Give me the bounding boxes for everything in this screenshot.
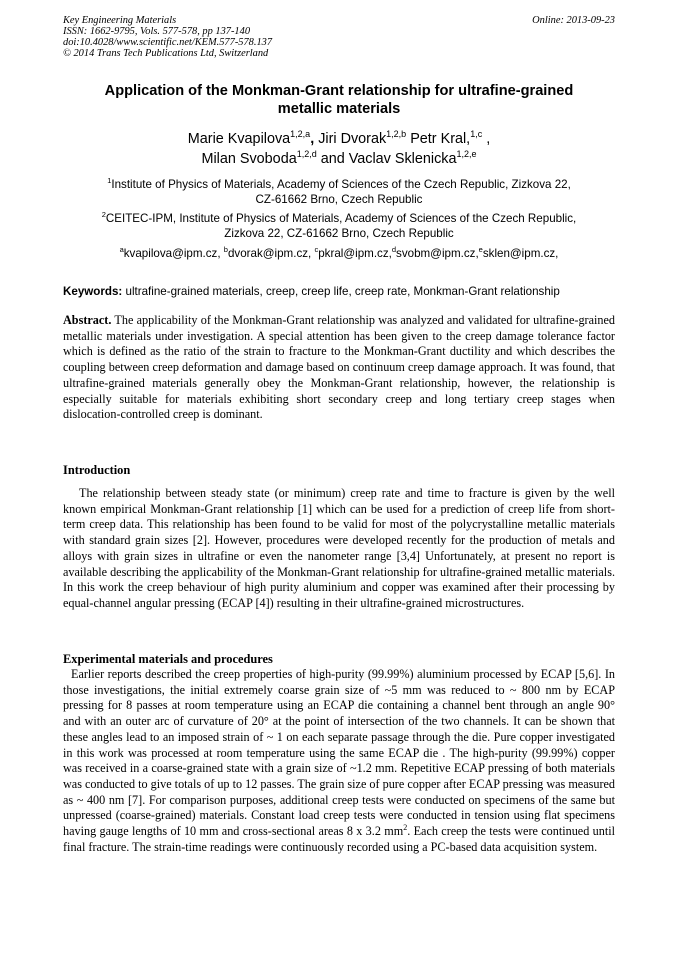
issn-line: ISSN: 1662-9795, Vols. 577-578, pp 137-140 xyxy=(63,26,251,37)
affiliation-text: Zizkova 22, CZ-61662 Brno, Czech Republic xyxy=(224,227,454,240)
introduction-paragraph: The relationship between steady state (or minimum) creep rate and time to fracture is given by the well known empirical Monkman-Grant relationship [1] which can be used for a prediction of creep life from short-term creep data. This relationship has been found to be valid for most of the polycrystalline metallic materials with standard grain sizes [2]. However, procedures were developed recently for the production of metals and alloys with grain sizes in ultrafine or even the nanometer range [3,4] Unfortunately, at present no report is available describing the applicability of the Monkman-Grant relationship for ultrafine-grained metallic materials. In this work the creep behaviour of high purity aluminium and copper was examined after their processing by equal-channel angular pressing (ECAP [4]) resulting in their ultrafine-grained microstructures. xyxy=(63,486,615,610)
affiliation-number: 2 xyxy=(101,210,106,219)
affiliation-text: CEITEC-IPM, Institute of Physics of Materials, Academy of Sciences of the Czech Republic, xyxy=(105,212,577,225)
author-name: Milan Svoboda xyxy=(201,151,297,167)
abstract-label: Abstract. xyxy=(63,313,112,327)
title-line-1: Application of the Monkman-Grant relationship for ultrafine-grained xyxy=(104,83,574,99)
author-separator: , xyxy=(310,131,319,147)
abstract xyxy=(63,313,615,423)
email-address[interactable]: kvapilova@ipm.cz, xyxy=(123,247,224,260)
email-address[interactable]: pkral@ipm.cz, xyxy=(318,247,392,260)
affiliation-2 xyxy=(63,211,615,241)
copyright-line: © 2014 Trans Tech Publications Ltd, Switzerland xyxy=(63,48,269,59)
author-separator: and xyxy=(316,151,349,167)
affiliation-text: CZ-61662 Brno, Czech Republic xyxy=(255,193,423,206)
email-address[interactable]: dvorak@ipm.cz, xyxy=(227,247,315,260)
author-line-2 xyxy=(63,149,615,169)
author-list xyxy=(63,129,615,169)
email-sup: a xyxy=(119,245,124,254)
experimental-text-after: . Each creep the tests were continued until final fracture. The strain-time readings were continuously recorded using a PC-based data acquisition system. xyxy=(63,824,615,854)
title-line-2: metallic materials xyxy=(277,101,401,117)
author-separator: , xyxy=(482,131,491,147)
email-list xyxy=(63,246,615,261)
affiliation-number: 1 xyxy=(107,176,112,185)
abstract-text: The applicability of the Monkman-Grant relationship was analyzed and validated for ultrafine-grained metallic materials under investigation. A special attention has been given to the creep damage tolerance factor which is defined as the ratio of the strain to fracture to the Monkman-Grant ductility and which describes the coupling between creep deformation and damage based on continuum creep damage approach. It was found, that ultrafine-grained materials generally obey the Monkman-Grant relationship, however, the relationship is especially suitable for materials exhibiting short secondary creep and long tertiary creep stages when dislocation-controlled creep is dominant. xyxy=(63,313,615,422)
affiliation-text: Institute of Physics of Materials, Academy of Sciences of the Czech Republic, Zizkova 22, xyxy=(111,178,571,191)
journal-name: Key Engineering Materials xyxy=(63,15,177,26)
paper-title xyxy=(63,82,615,118)
email-sup: d xyxy=(391,245,397,254)
email-sup: b xyxy=(223,245,228,254)
keywords-label: Keywords: xyxy=(63,285,123,298)
author-line-1 xyxy=(63,129,615,149)
experimental-text: Earlier reports described the creep properties of high-purity (99.99%) aluminium processed by ECAP [5,6]. In those investigations, the initial extremely coarse grain size of ~5 mm was reduced to ~ 800 nm by ECAP pressing for 8 passes at room temperature using an ECAP die containing a channel bent through an angle 90° and with an outer arc of curvature of 20° at the point of intersection of the two channels. It can be shown that these angles lead to an imposed strain of ~ 1 on each separate passage through the die. Pure copper investigated in this work was processed at room temperature using the same ECAP die . The high-purity (99.99%) copper was received in a coarse-grained state with a grain size of ~1.2 mm. Repetitive ECAP pressing of both materials was conducted to give totals of up to 12 passes. The grain size of pure copper after ECAP pressing was measured as ~ 400 nm [7]. For comparison purposes, additional creep tests were conducted on specimens of the same but unpressed (coarse-grained) materials. Constant load creep tests were conducted in tension using flat specimens having gauge lengths of 10 mm and cross-sectional areas 8 x 3.2 mm xyxy=(63,667,616,839)
author-affiliation-sup: 1,2,a xyxy=(290,129,311,139)
online-date: Online: 2013-09-23 xyxy=(532,15,615,26)
author-affiliation-sup: 1,2,b xyxy=(386,129,407,139)
experimental-paragraph xyxy=(63,667,615,855)
keywords xyxy=(63,285,615,299)
author-name: Vaclav Sklenicka xyxy=(348,151,457,167)
email-address[interactable]: sklen@ipm.cz, xyxy=(482,247,559,260)
author-name: Marie Kvapilova xyxy=(187,131,291,147)
affiliation-1 xyxy=(63,177,615,207)
doi-line: doi:10.4028/www.scientific.net/KEM.577-578.137 xyxy=(63,37,273,48)
journal-header xyxy=(63,15,615,59)
keywords-text: ultrafine-grained materials, creep, creep life, creep rate, Monkman-Grant relationship xyxy=(122,285,560,298)
email-sup: e xyxy=(478,245,483,254)
email-address[interactable]: svobm@ipm.cz, xyxy=(396,247,479,260)
superscript: 2 xyxy=(403,823,408,833)
author-name: Petr Kral, xyxy=(410,131,471,147)
author-affiliation-sup: 1,2,d xyxy=(296,149,317,159)
section-heading-introduction: Introduction xyxy=(63,463,131,477)
author-affiliation-sup: 1,c xyxy=(470,129,483,139)
author-affiliation-sup: 1,2,e xyxy=(456,149,477,159)
author-name: Jiri Dvorak xyxy=(318,131,387,147)
section-heading-experimental: Experimental materials and procedures xyxy=(63,652,273,666)
email-sup: c xyxy=(314,245,319,254)
